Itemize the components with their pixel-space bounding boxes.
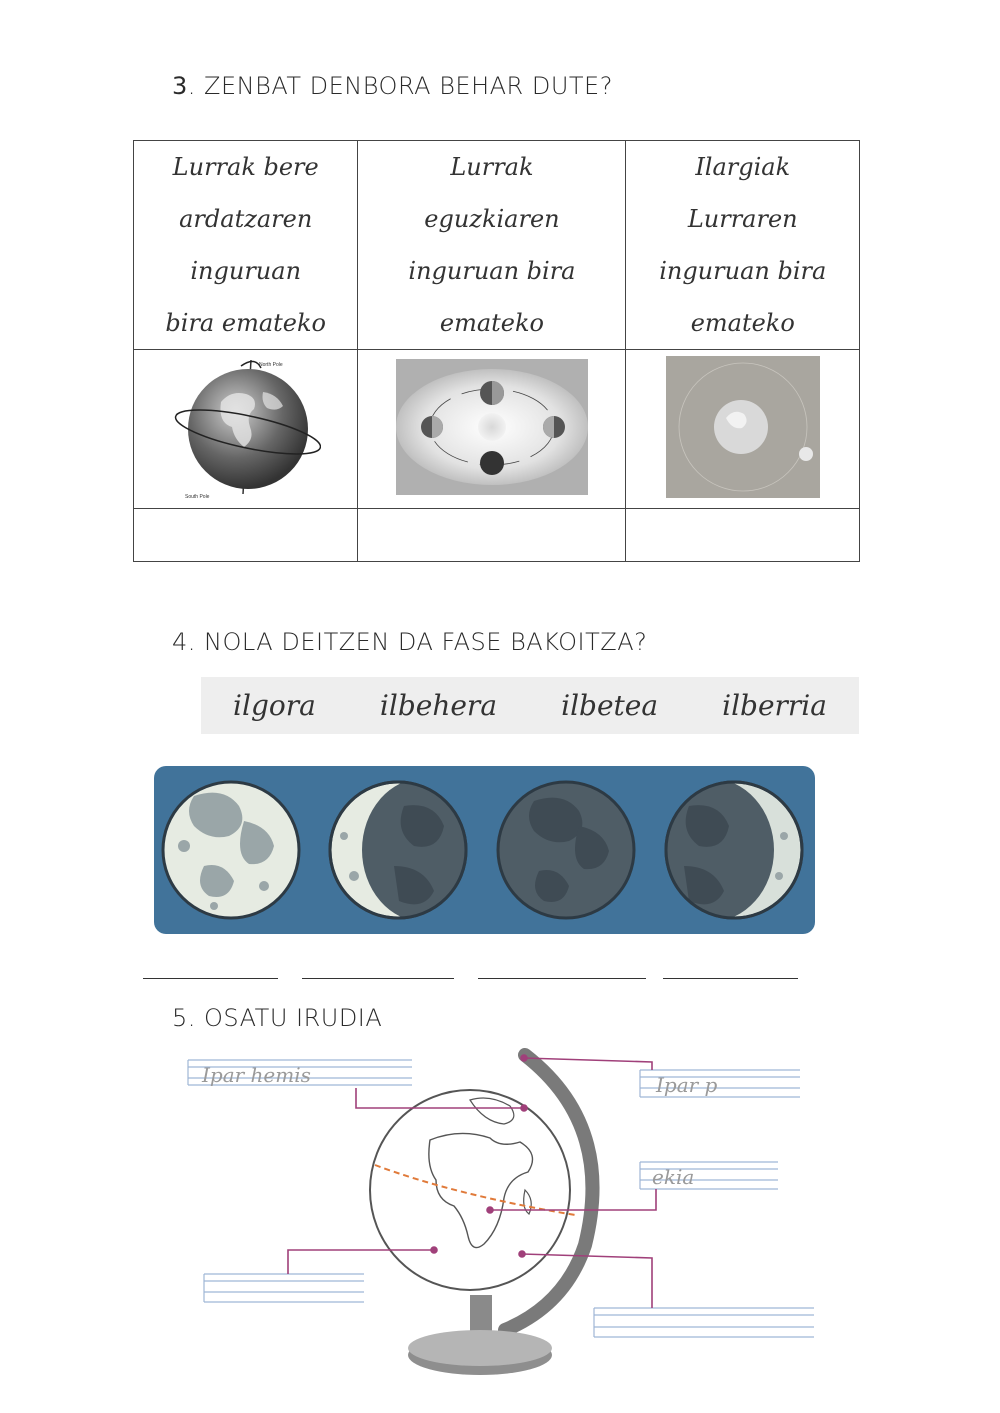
q3-c3-line2: Lurraren	[687, 205, 798, 233]
earth-orbit-image	[396, 359, 588, 495]
word-ilbehera[interactable]: ilbehera	[379, 689, 498, 722]
north-pole-label: North Pole	[258, 361, 283, 368]
q3-answer-moon[interactable]	[626, 509, 860, 562]
q3-c3-line4: emateko	[690, 309, 795, 337]
globe-icon	[370, 1090, 575, 1290]
phase-answer-line-2[interactable]	[302, 978, 454, 979]
south-pole-label: South Pole	[184, 493, 210, 500]
q3-c1-line2: ardatzaren	[179, 205, 313, 233]
q3-number: 3	[172, 72, 188, 100]
label-top-left-text: Ipar hemis	[202, 1063, 311, 1087]
moon-phases-panel	[154, 766, 815, 934]
crescent-left-moon-icon	[330, 778, 486, 922]
q3-c1-line3: inguruan	[190, 257, 302, 285]
label-box-bottom-right[interactable]	[594, 1308, 814, 1337]
q3-c2-line3: inguruan bira	[408, 257, 576, 285]
q3-table	[133, 140, 860, 562]
word-ilberria[interactable]: ilberria	[722, 689, 827, 722]
q3-c2-line2: eguzkiaren	[424, 205, 560, 233]
q3-cell-rotation-text	[134, 141, 358, 350]
sun-icon	[478, 413, 506, 441]
q3-answer-rotation[interactable]	[134, 509, 358, 562]
earth-rotation-image	[171, 352, 321, 502]
q3-cell-orbit-image	[358, 350, 626, 509]
q3-c1-line1: Lurrak bere	[172, 153, 319, 181]
q3-cell-moon-text	[626, 141, 860, 350]
q3-c2-line1: Lurrak	[450, 153, 534, 181]
q3-answer-orbit[interactable]	[358, 509, 626, 562]
full-moon-icon	[163, 782, 299, 918]
globe-diagram	[180, 1040, 840, 1380]
phase-answer-line-3[interactable]	[478, 978, 646, 979]
q4-title: 4. NOLA DEITZEN DA FASE BAKOITZA?	[172, 628, 648, 656]
new-moon-icon	[498, 782, 634, 918]
word-ilbetea[interactable]: ilbetea	[561, 689, 659, 722]
word-ilgora[interactable]: ilgora	[233, 689, 316, 722]
q4-word-bank	[201, 677, 859, 734]
q3-cell-rotation-image	[134, 350, 358, 509]
label-top-right-text: Ipar p	[656, 1073, 718, 1097]
phase-answer-line-1[interactable]	[143, 978, 278, 979]
q3-title	[172, 72, 613, 100]
q3-title-text: . ZENBAT DENBORA BEHAR DUTE?	[187, 72, 613, 100]
q3-c1-line4: bira emateko	[165, 309, 326, 337]
label-middle-right-text: ekia	[652, 1165, 695, 1189]
q3-cell-moon-image	[626, 350, 860, 509]
phase-answer-line-4[interactable]	[663, 978, 798, 979]
q3-c3-line3: inguruan bira	[659, 257, 827, 285]
q3-c3-line1: Ilargiak	[695, 153, 791, 181]
q5-title: 5. OSATU IRUDIA	[172, 1004, 383, 1032]
moon-orbit-image	[666, 356, 820, 498]
q3-c2-line4: emateko	[439, 309, 544, 337]
q3-cell-orbit-text	[358, 141, 626, 350]
label-box-bottom-left[interactable]	[204, 1274, 364, 1302]
crescent-right-moon-icon	[646, 778, 802, 922]
